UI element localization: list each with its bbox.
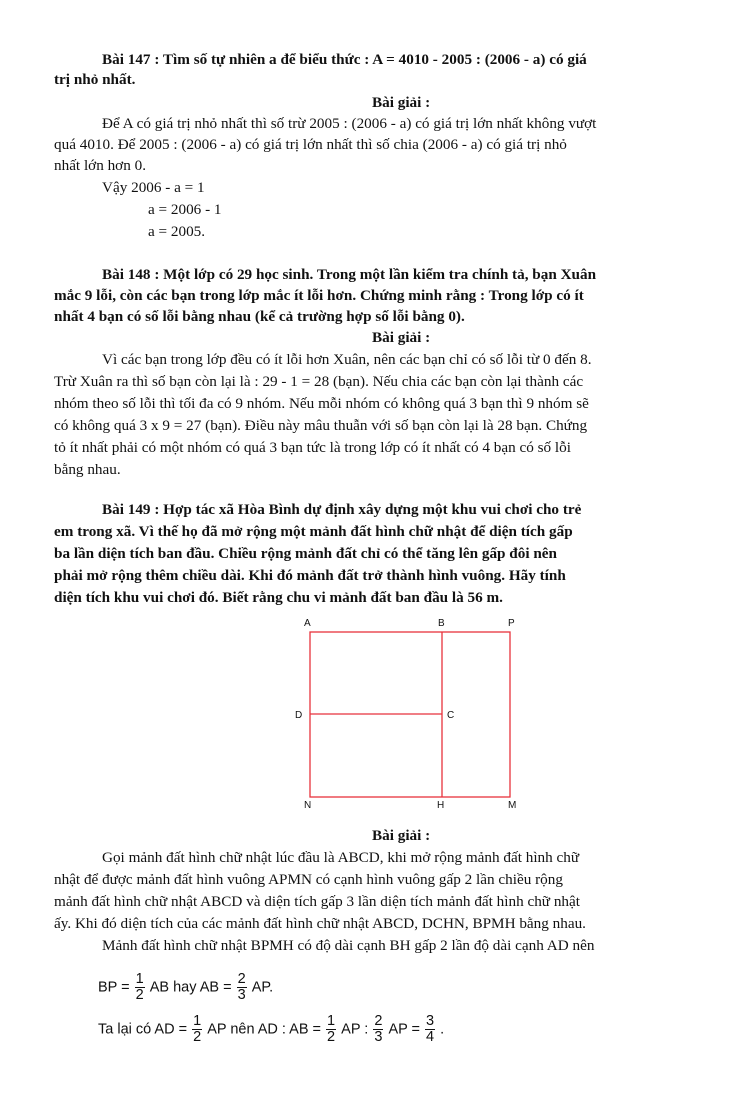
- fraction-1-2: [192, 1014, 202, 1045]
- math-line-1: [98, 972, 273, 1003]
- math-1-part-a: BP =: [98, 979, 130, 996]
- math-2-part-e: .: [440, 1021, 445, 1038]
- problem-149-text-line-4: ấy. Khi đó diện tích của các mảnh đất hình chữ nhật ABCD, DCHN, BPMH bằng nhau.: [54, 915, 586, 932]
- problem-147-solution-heading: Bài giải :: [372, 94, 431, 111]
- frac-num: 2: [374, 1013, 383, 1029]
- label-c: C: [447, 710, 455, 721]
- frac-num: 1: [135, 971, 144, 987]
- problem-149-title-line-4: phải mở rộng thêm chiều dài. Khi đó mảnh đất trở thành hình vuông. Hãy tính: [54, 567, 566, 584]
- frac-den: 2: [327, 1029, 336, 1045]
- problem-148-title-line-1: Bài 148 : Một lớp có 29 học sinh. Trong một lần kiểm tra chính tả, bạn Xuân: [102, 266, 597, 283]
- problem-147-step-1: Vậy 2006 - a = 1: [102, 179, 205, 196]
- problem-149-text-line-2: nhật để được mảnh đất hình vuông APMN có cạnh hình vuông gấp 2 lần chiều rộng: [54, 871, 563, 888]
- label-n: N: [304, 800, 312, 810]
- problem-149-text-line-1: Gọi mảnh đất hình chữ nhật lúc đầu là ABCD, khi mở rộng mảnh đất hình chữ: [102, 849, 580, 866]
- problem-148-title-line-2: mắc 9 lỗi, còn các bạn trong lớp mắc ít lỗi hơn. Chứng minh rằng : Trong lớp có ít: [54, 287, 584, 304]
- label-d: D: [295, 710, 303, 721]
- problem-149-title-line-2: em trong xã. Vì thế họ đã mở rộng một mảnh đất hình chữ nhật để diện tích gấp: [54, 523, 573, 540]
- math-2-part-d: AP =: [388, 1021, 421, 1038]
- frac-num: 2: [237, 971, 246, 987]
- problem-148-text-line-3: nhóm theo số lỗi thì tối đa có 9 nhóm. Nếu mỗi nhóm có không quá 3 bạn thì 9 nhóm sẽ: [54, 395, 589, 412]
- frac-num: 3: [426, 1013, 435, 1029]
- fraction-3-4: [425, 1014, 435, 1045]
- fraction-1-2: [135, 972, 145, 1003]
- problem-149-title-line-1: Bài 149 : Hợp tác xã Hòa Bình dự định xây dựng một khu vui chơi cho trẻ: [102, 501, 582, 518]
- square-apmn-figure: [290, 614, 530, 810]
- problem-148-solution-heading: Bài giải :: [372, 329, 431, 346]
- math-1-part-c: AP.: [251, 979, 274, 996]
- problem-147-step-3: a = 2005.: [148, 223, 206, 240]
- frac-den: 3: [374, 1029, 383, 1045]
- fraction-2-3: [373, 1014, 383, 1045]
- problem-149-title-line-3: ba lần diện tích ban đầu. Chiều rộng mảnh đất chỉ có thể tăng lên gấp đôi nên: [54, 545, 557, 562]
- problem-148-text-line-2: Trừ Xuân ra thì số bạn còn lại là : 29 - 1 = 28 (bạn). Nếu chia các bạn còn lại thành các: [54, 373, 584, 390]
- label-b: B: [438, 618, 445, 629]
- math-2-part-b: AP nên AD : AB =: [207, 1021, 322, 1038]
- math-2-part-c: AP :: [341, 1021, 369, 1038]
- problem-148-text-line-1: Vì các bạn trong lớp đều có ít lỗi hơn Xuân, nên các bạn chỉ có số lỗi từ 0 đến 8.: [102, 351, 592, 368]
- problem-147-title-line-1: Bài 147 : Tìm số tự nhiên a để biểu thức : A = 4010 - 2005 : (2006 - a) có giá: [102, 51, 587, 68]
- frac-num: 1: [193, 1013, 202, 1029]
- problem-149-title-line-5: diện tích khu vui chơi đó. Biết rằng chu vi mảnh đất ban đầu là 56 m.: [54, 589, 503, 606]
- label-p: P: [508, 618, 515, 629]
- frac-den: 3: [237, 987, 246, 1003]
- label-a: A: [304, 618, 311, 629]
- fraction-1-2: [326, 1014, 336, 1045]
- frac-den: 2: [193, 1029, 202, 1045]
- problem-148-text-line-4: có không quá 3 x 9 = 27 (bạn). Điều này mâu thuẫn với số bạn còn lại là 28 bạn. Chứng: [54, 417, 588, 434]
- label-m: M: [508, 800, 517, 810]
- label-h: H: [437, 800, 445, 810]
- fraction-2-3: [237, 972, 247, 1003]
- problem-147-text-line-3: nhất lớn hơn 0.: [54, 157, 146, 174]
- frac-den: 2: [135, 987, 144, 1003]
- problem-147-step-2: a = 2006 - 1: [148, 201, 222, 218]
- problem-147-text-line-1: Để A có giá trị nhỏ nhất thì số trừ 2005 : (2006 - a) có giá trị lớn nhất không vượt: [102, 115, 597, 132]
- frac-den: 4: [426, 1029, 435, 1045]
- math-2-part-a: Ta lại có AD =: [98, 1021, 188, 1038]
- problem-149-solution-heading: Bài giải :: [372, 827, 431, 844]
- frac-num: 1: [327, 1013, 336, 1029]
- problem-147-text-line-2: quá 4010. Để 2005 : (2006 - a) có giá trị lớn nhất thì số chia (2006 - a) có giá trị nhỏ: [54, 136, 567, 153]
- problem-148-text-line-6: bằng nhau.: [54, 461, 121, 478]
- problem-148-title-line-3: nhất 4 bạn có số lỗi bằng nhau (kể cả trường hợp số lỗi bằng 0).: [54, 308, 465, 325]
- math-1-part-b: AB hay AB =: [149, 979, 232, 996]
- problem-149-text-line-5: Mảnh đất hình chữ nhật BPMH có độ dài cạnh BH gấp 2 lần độ dài cạnh AD nên: [102, 937, 595, 954]
- math-line-2: [98, 1014, 444, 1045]
- problem-149-text-line-3: mảnh đất hình chữ nhật ABCD và diện tích gấp 3 lần diện tích mảnh đất hình chữ nhật: [54, 893, 580, 910]
- problem-148-text-line-5: tỏ ít nhất phải có một nhóm có quá 3 bạn tức là trong lớp có ít nhất có 4 bạn có số lỗi: [54, 439, 571, 456]
- problem-147-title-line-2: trị nhỏ nhất.: [54, 71, 136, 88]
